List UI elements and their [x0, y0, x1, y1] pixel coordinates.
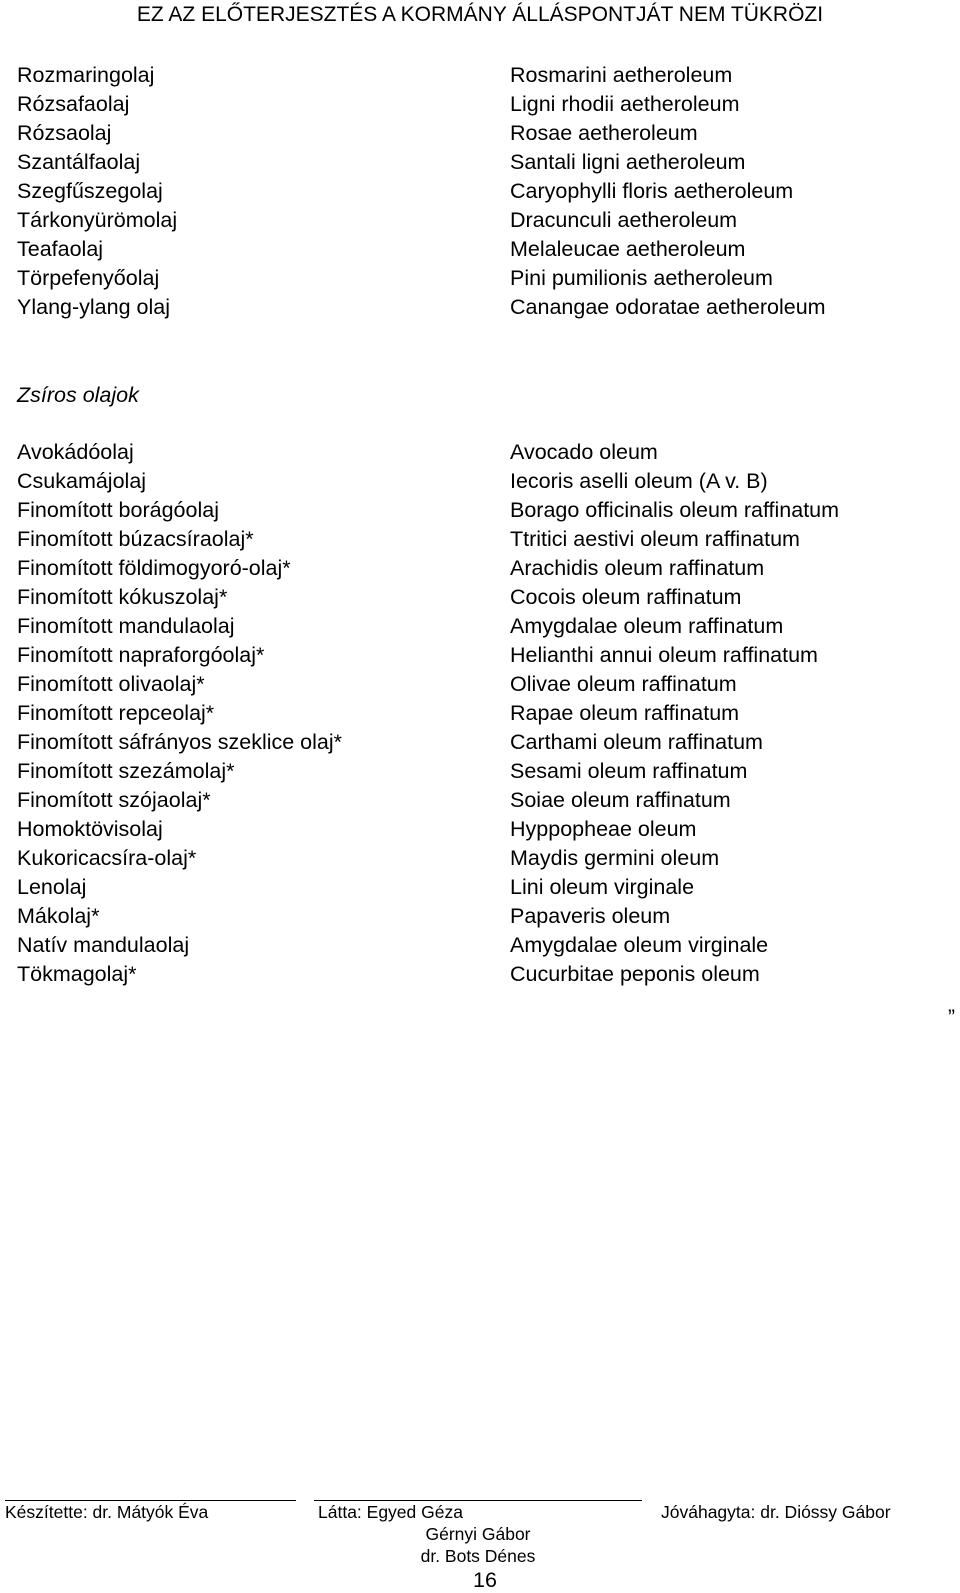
list-item: Finomított repceolaj*: [17, 701, 215, 725]
essential-oils-hungarian-list: [17, 61, 177, 322]
list-item: Kukoricacsíra-olaj*: [17, 846, 197, 870]
list-item: Amygdalae oleum virginale: [510, 933, 769, 957]
list-item: Avokádóolaj: [17, 440, 134, 464]
list-item: Natív mandulaolaj: [17, 933, 190, 957]
list-item: Iecoris aselli oleum (A v. B): [510, 469, 768, 493]
list-item: Finomított borágóolaj: [17, 498, 219, 522]
list-item: Finomított búzacsíraolaj*: [17, 527, 254, 551]
seen-by: Látta: Egyed Géza: [318, 1502, 463, 1522]
list-item: Pini pumilionis aetheroleum: [510, 266, 773, 290]
list-item: Finomított kókuszolaj*: [17, 585, 228, 609]
list-item: Tökmagolaj*: [17, 962, 137, 986]
list-item: Tárkonyürömolaj: [17, 208, 178, 232]
list-item: Finomított szójaolaj*: [17, 788, 211, 812]
list-item: Cocois oleum raffinatum: [510, 585, 742, 609]
page-number: 16: [473, 1568, 497, 1592]
list-item: Amygdalae oleum raffinatum: [510, 614, 784, 638]
list-item: Borago officinalis oleum raffinatum: [510, 498, 840, 522]
seen-by-third: dr. Bots Dénes: [420, 1546, 536, 1566]
list-item: Finomított olivaolaj*: [17, 672, 205, 696]
list-item: Canangae odoratae aetheroleum: [510, 295, 826, 319]
list-item: Rosmarini aetheroleum: [510, 63, 733, 87]
list-item: Avocado oleum: [510, 440, 658, 464]
list-item: Rosae aetheroleum: [510, 121, 698, 145]
list-item: Hyppopheae oleum: [510, 817, 697, 841]
list-item: Santali ligni aetheroleum: [510, 150, 746, 174]
list-item: Finomított napraforgóolaj*: [17, 643, 265, 667]
list-item: Papaveris oleum: [510, 904, 671, 928]
list-item: Szantálfaolaj: [17, 150, 141, 174]
list-item: Helianthi annui oleum raffinatum: [510, 643, 818, 667]
list-item: Finomított földimogyoró-olaj*: [17, 556, 291, 580]
list-item: Rapae oleum raffinatum: [510, 701, 740, 725]
seen-by-second: Gérnyi Gábor: [425, 1524, 531, 1544]
list-item: Rózsaolaj: [17, 121, 112, 145]
closing-quote-mark: ”: [948, 1006, 955, 1029]
list-item: Mákolaj*: [17, 904, 100, 928]
list-item: Carthami oleum raffinatum: [510, 730, 763, 754]
list-item: Ligni rhodii aetheroleum: [510, 92, 740, 116]
list-item: Ttritici aestivi oleum raffinatum: [510, 527, 800, 551]
disclaimer-header: EZ AZ ELŐTERJESZTÉS A KORMÁNY ÁLLÁSPONTJÁT NEM TÜKRÖZI: [136, 3, 824, 26]
list-item: Törpefenyőolaj: [17, 266, 160, 290]
list-item: Homoktövisolaj: [17, 817, 163, 841]
list-item: Finomított mandulaolaj: [17, 614, 235, 638]
list-item: Maydis germini oleum: [510, 846, 720, 870]
fatty-oils-hungarian-list: [17, 438, 342, 989]
list-item: Lini oleum virginale: [510, 875, 695, 899]
fatty-oils-latin-list: [510, 438, 839, 989]
list-item: Rózsafaolaj: [17, 92, 130, 116]
list-item: Szegfűszegolaj: [17, 179, 163, 203]
list-item: Melaleucae aetheroleum: [510, 237, 746, 261]
prepared-by: Készítette: dr. Mátyók Éva: [5, 1502, 209, 1522]
essential-oils-latin-list: [510, 61, 826, 322]
list-item: Olivae oleum raffinatum: [510, 672, 737, 696]
list-item: Rozmaringolaj: [17, 63, 155, 87]
approved-by: Jóváhagyta: dr. Dióssy Gábor: [661, 1502, 891, 1522]
list-item: Cucurbitae peponis oleum: [510, 962, 760, 986]
list-item: Ylang-ylang olaj: [17, 295, 170, 319]
list-item: Sesami oleum raffinatum: [510, 759, 748, 783]
list-item: Lenolaj: [17, 875, 87, 899]
list-item: Teafaolaj: [17, 237, 104, 261]
list-item: Dracunculi aetheroleum: [510, 208, 738, 232]
list-item: Finomított szezámolaj*: [17, 759, 235, 783]
list-item: Finomított sáfrányos szeklice olaj*: [17, 730, 343, 754]
list-item: Soiae oleum raffinatum: [510, 788, 731, 812]
list-item: Caryophylli floris aetheroleum: [510, 179, 794, 203]
list-item: Arachidis oleum raffinatum: [510, 556, 765, 580]
fatty-oils-heading: Zsíros olajok: [17, 383, 139, 407]
list-item: Csukamájolaj: [17, 469, 147, 493]
